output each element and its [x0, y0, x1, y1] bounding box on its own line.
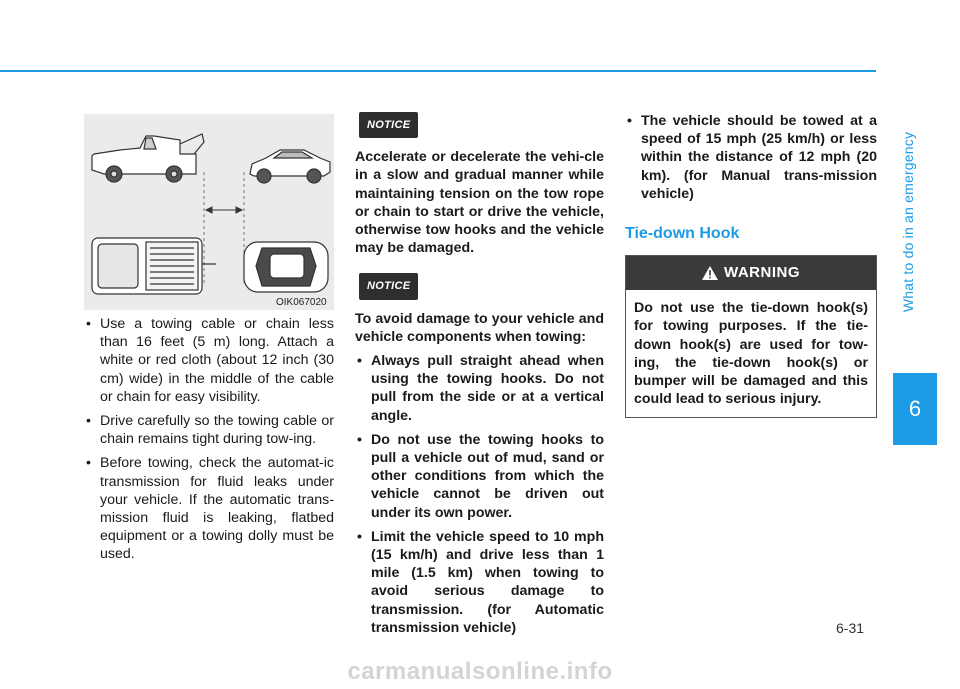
notice-badge: NOTICE: [359, 112, 418, 138]
tow-truck-diagram: [84, 114, 334, 310]
notice-block-2: [355, 273, 604, 637]
column-3: [625, 112, 877, 418]
notice-text: Accelerate or decelerate the vehi-cle in a slow and gradual manner while maintaining tension on the tow rope or chain to start or drive the vehicle, otherwise tow hooks and the vehicle may be damaged.: [355, 149, 604, 257]
warning-header: [626, 256, 876, 290]
chapter-tab: [893, 373, 937, 445]
list-item: • Before towing, check the automat-ic transmission for fluid leaks under your vehicle. If the automatic trans-mission fluid is leaking, flatbed equipment or a towing dolly must be used.: [84, 454, 334, 563]
tow-truck-side-icon: [92, 134, 204, 182]
distance-arrow: [206, 207, 242, 213]
tow-truck-top-icon: [92, 238, 216, 294]
list-item: • The vehicle should be towed at a speed of 15 mph (25 km/h) or less within the distance of 12 mph (20 km). (for Manual trans-mission vehicle): [625, 112, 877, 203]
alignment-lines: [204, 172, 244, 284]
list-item: • Limit the vehicle speed to 10 mph (15 km/h) and drive less than 1 mile (1.5 km) when towing to avoid serious damage to transmission. (for Automatic transmission vehicle): [355, 528, 604, 637]
notice-list: [355, 352, 604, 637]
warning-triangle-icon: [702, 266, 718, 280]
header-rule: [0, 70, 876, 72]
section-heading: Tie-down Hook: [625, 225, 740, 243]
warning-box: [625, 255, 877, 418]
car-side-icon: [250, 150, 330, 183]
list-item: • Drive carefully so the towing cable or chain remains tight during tow-ing.: [84, 412, 334, 448]
manual-transmission-list: [625, 112, 877, 203]
warning-label: WARNING: [724, 264, 800, 282]
column-1: [84, 315, 334, 570]
section-side-title: [893, 92, 923, 352]
car-top-icon: [244, 242, 328, 292]
list-item: • Always pull straight ahead when using the towing hooks. Do not pull from the side or at a vertical angle.: [355, 352, 604, 425]
notice-badge: NOTICE: [359, 273, 418, 299]
chapter-number: 6: [908, 396, 922, 421]
notice-intro: To avoid damage to your vehicle and vehicle components when towing:: [355, 310, 604, 345]
list-item: • Do not use the towing hooks to pull a vehicle out of mud, sand or other conditions from which the vehicle cannot be driven out under its own power.: [355, 431, 604, 522]
towing-illustration: [84, 114, 334, 310]
column-2: [355, 112, 604, 653]
section-side-title-text: What to do in an emergency: [900, 131, 916, 313]
list-item: • Use a towing cable or chain less than 16 feet (5 m) long. Attach a white or red cloth (about 12 inch (30 cm) wide) in the middle of the cable or chain for easy visibility.: [84, 315, 334, 406]
figure-code: OIK067020: [276, 297, 327, 308]
page-number: 6-31: [836, 620, 865, 636]
notice-block-1: [355, 112, 604, 257]
towing-tips-list: [84, 315, 334, 564]
warning-text: Do not use the tie-down hook(s) for towing purposes. If the tie-down hook(s) are used for tow-ing, the tie-down hook(s) or bumper will be damaged and this could lead to serious injury.: [634, 300, 868, 408]
watermark[interactable]: carmanualsonline.info: [347, 658, 613, 685]
